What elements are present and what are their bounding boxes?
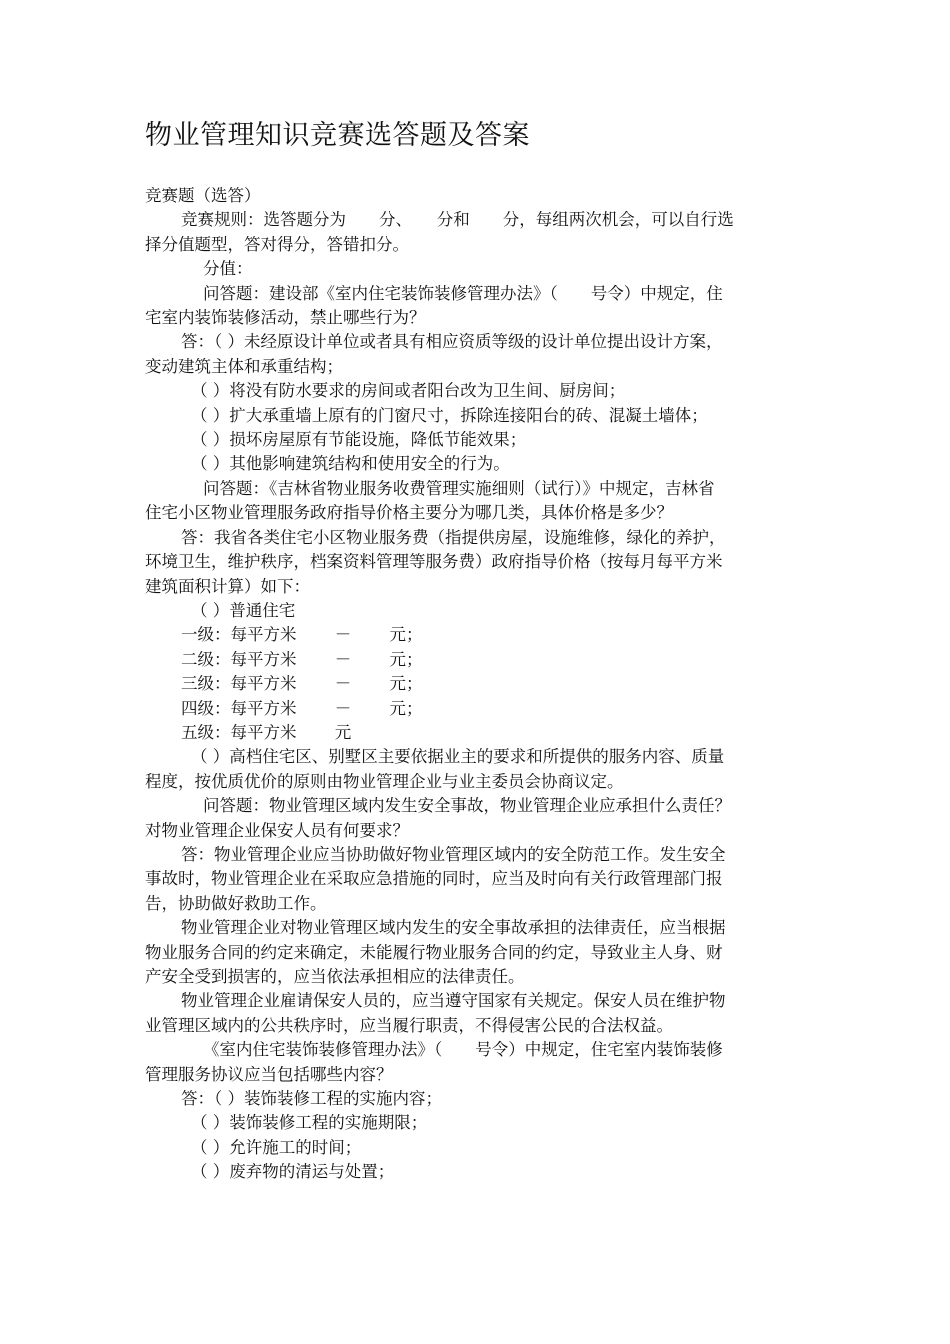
answer-item: （ ）将没有防水要求的房间或者阳台改为卫生间、厨房间； (191, 381, 626, 401)
question-line: 《室内住宅装饰装修管理办法》（ 号令）中规定，住宅室内装饰装修 (203, 1040, 723, 1060)
price-level-line: 四级：每平方米 － 元； (181, 698, 423, 718)
answer-line: 产安全受到损害的，应当依法承担相应的法律责任。 (145, 967, 525, 986)
question-line: 对物业管理企业保安人员有何要求？ (145, 820, 409, 840)
paragraph-line: 择分值题型，答对得分，答错扣分。 (145, 234, 409, 254)
answer-line: 告，协助做好救助工作。 (145, 893, 327, 913)
question-line: 住宅小区物业管理服务政府指导价格主要分为哪几类，具体价格是多少？ (145, 503, 673, 523)
price-level-line: 三级：每平方米 － 元； (181, 674, 423, 694)
price-level-line: 一级：每平方米 － 元； (181, 625, 423, 645)
question-line: 问答题：物业管理区域内发生安全事故，物业管理企业应承担什么责任？ (203, 796, 731, 816)
answer-line: 物业服务合同的约定来确定，未能履行物业服务合同的约定，导致业主人身、财 (145, 942, 723, 962)
question-line: 管理服务协议应当包括哪些内容？ (145, 1064, 393, 1084)
answer-item: （ ）普通住宅 (191, 600, 296, 620)
document-title: 物业管理知识竞赛选答题及答案 (145, 120, 530, 151)
answer-line: 事故时，物业管理企业在采取应急措施的同时，应当及时向有关行政管理部门报 (145, 869, 723, 889)
paragraph-line: 分值： (203, 259, 253, 279)
answer-line: 答：（ ）未经原设计单位或者具有相应资质等级的设计单位提出设计方案， (181, 332, 723, 352)
answer-item: （ ）高档住宅区、别墅区主要依据业主的要求和所提供的服务内容、质量 (191, 747, 725, 767)
answer-line: 物业管理企业雇请保安人员的，应当遵守国家有关规定。保安人员在维护物 (181, 991, 726, 1011)
answer-item: （ ）扩大承重墙上原有的门窗尺寸，拆除连接阳台的砖、混凝土墙体； (191, 405, 708, 425)
answer-line: 物业管理企业对物业管理区域内发生的安全事故承担的法律责任，应当根据 (181, 918, 726, 938)
answer-line: 建筑面积计算）如下： (145, 576, 310, 596)
price-level-line: 二级：每平方米 － 元； (181, 649, 423, 669)
question-line: 宅室内装饰装修活动，禁止哪些行为？ (145, 308, 426, 328)
question-line: 问答题：《吉林省物业服务收费管理实施细则（试行）》中规定，吉林省 (203, 478, 715, 498)
answer-line: 答：（ ）装饰装修工程的实施内容； (181, 1089, 442, 1109)
answer-item: （ ）装饰装修工程的实施期限； (191, 1113, 428, 1133)
answer-item: （ ）损坏房屋原有节能设施，降低节能效果； (191, 430, 527, 450)
answer-item: （ ）允许施工的时间； (191, 1137, 362, 1157)
answer-item: （ ）废弃物的清运与处置； (191, 1162, 395, 1182)
document-body (145, 184, 811, 1185)
paragraph-line: 竞赛规则：选答题分为 分、 分和 分，每组两次机会，可以自行选 (181, 210, 734, 230)
answer-line: 答：物业管理企业应当协助做好物业管理区域内的安全防范工作。发生安全 (181, 844, 726, 864)
question-line: 问答题：建设部《室内住宅装饰装修管理办法》（ 号令）中规定，住 (203, 283, 723, 303)
answer-line: 环境卫生，维护秩序，档案资料管理等服务费）政府指导价格（按每月每平方米 (145, 552, 723, 572)
section-heading: 竞赛题（选答） (145, 186, 261, 205)
answer-line: 变动建筑主体和承重结构； (145, 356, 343, 376)
answer-line: 业管理区域内的公共秩序时，应当履行职责，不得侵害公民的合法权益。 (145, 1015, 673, 1035)
price-level-line: 五级：每平方米 元 (181, 722, 352, 742)
answer-line: 答：我省各类住宅小区物业服务费（指提供房屋，设施维修，绿化的养护， (181, 527, 726, 547)
answer-line: 程度，按优质优价的原则由物业管理企业与业主委员会协商议定。 (145, 771, 624, 791)
answer-item: （ ）其他影响建筑结构和使用安全的行为。 (191, 454, 510, 474)
